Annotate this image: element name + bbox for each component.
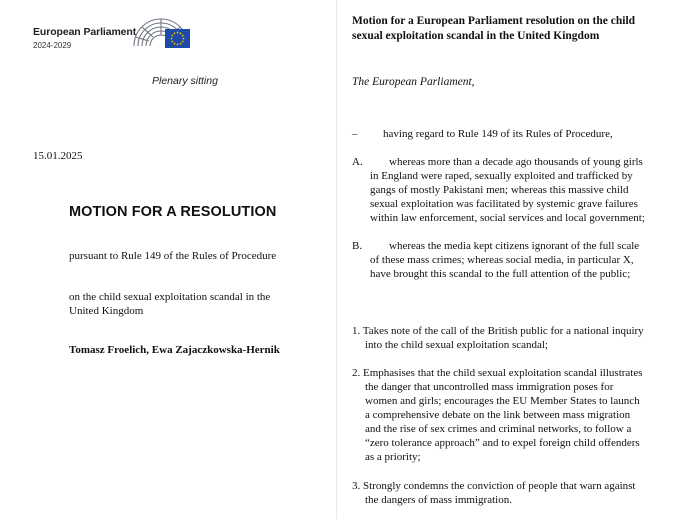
paragraph-line: into the child sexual exploitation scandal; (365, 339, 548, 351)
document-date: 15.01.2025 (33, 150, 83, 162)
paragraph-line: 1. Takes note of the call of the British public for a national inquiry (352, 325, 644, 337)
recital-line: have brought this scandal to the full attention of the public; (370, 268, 631, 280)
recital-line: of these mass crimes; whereas social media, in particular X, (370, 254, 634, 266)
paragraph-line: “zero tolerance approach” and to expel foreign child offenders (365, 437, 640, 449)
paragraph-3 (352, 479, 677, 507)
session-type: Plenary sitting (152, 75, 218, 87)
recital-marker: B. (352, 240, 363, 252)
citation-text: having regard to Rule 149 of its Rules of Procedure, (383, 128, 613, 140)
preamble: The European Parliament, (352, 76, 475, 88)
paragraph-line: and the rise of sex crimes and criminal networks, to follow a (365, 423, 632, 435)
hemicycle-icon (130, 15, 192, 51)
citation-marker: – (352, 128, 358, 140)
document-subject (69, 290, 319, 318)
recital-line: whereas more than a decade ago thousands of young girls (389, 156, 643, 168)
paragraph-line: the dangers of mass immigration. (365, 494, 512, 506)
paragraph-line: 2. Emphasises that the child sexual exploitation scandal illustrates (352, 367, 643, 379)
recital-line: in England were raped, sexually exploited and trafficked by (370, 170, 633, 182)
title-line: sexual exploitation scandal in the United Kingdom (352, 30, 600, 42)
resolution-title (352, 14, 672, 44)
institution-block (33, 26, 136, 52)
paragraph-line: the danger that uncontrolled mass immigration poses for (365, 381, 614, 393)
institution-name: European Parliament (33, 26, 137, 38)
recital-a (352, 155, 677, 225)
parliamentary-term: 2024-2029 (33, 41, 72, 50)
paragraph-line: 3. Strongly condemns the conviction of people that warn against (352, 480, 636, 492)
paragraph-line: a comprehensive debate on the link between mass migration (365, 409, 631, 421)
recital-line: gangs of mostly Pakistani men; whereas this massive child (370, 184, 629, 196)
document-authors: Tomasz Froelich, Ewa Zajaczkowska-Hernik (69, 344, 280, 356)
citation (352, 127, 672, 141)
recital-line: within law enforcement, social services and local government; (370, 212, 645, 224)
title-line: Motion for a European Parliament resolution on the child (352, 15, 636, 27)
document-heading: MOTION FOR A RESOLUTION (69, 204, 277, 220)
procedure-reference: pursuant to Rule 149 of the Rules of Procedure (69, 250, 277, 262)
subject-line: on the child sexual exploitation scandal in the (69, 291, 271, 303)
recital-line: whereas the media kept citizens ignorant of the full scale (389, 240, 640, 252)
paragraph-line: women and girls; encourages the EU Member States to launch (365, 395, 640, 407)
paragraph-line: as a priority; (365, 451, 421, 463)
recital-line: sexual exploitation was facilitated by systemic grave failures (370, 198, 638, 210)
paragraph-2 (352, 366, 677, 464)
recital-b (352, 239, 677, 281)
resolution-page (337, 0, 680, 519)
cover-page (0, 0, 336, 519)
subject-line: United Kingdom (69, 305, 144, 317)
recital-marker: A. (352, 156, 363, 168)
paragraph-1 (352, 324, 677, 352)
